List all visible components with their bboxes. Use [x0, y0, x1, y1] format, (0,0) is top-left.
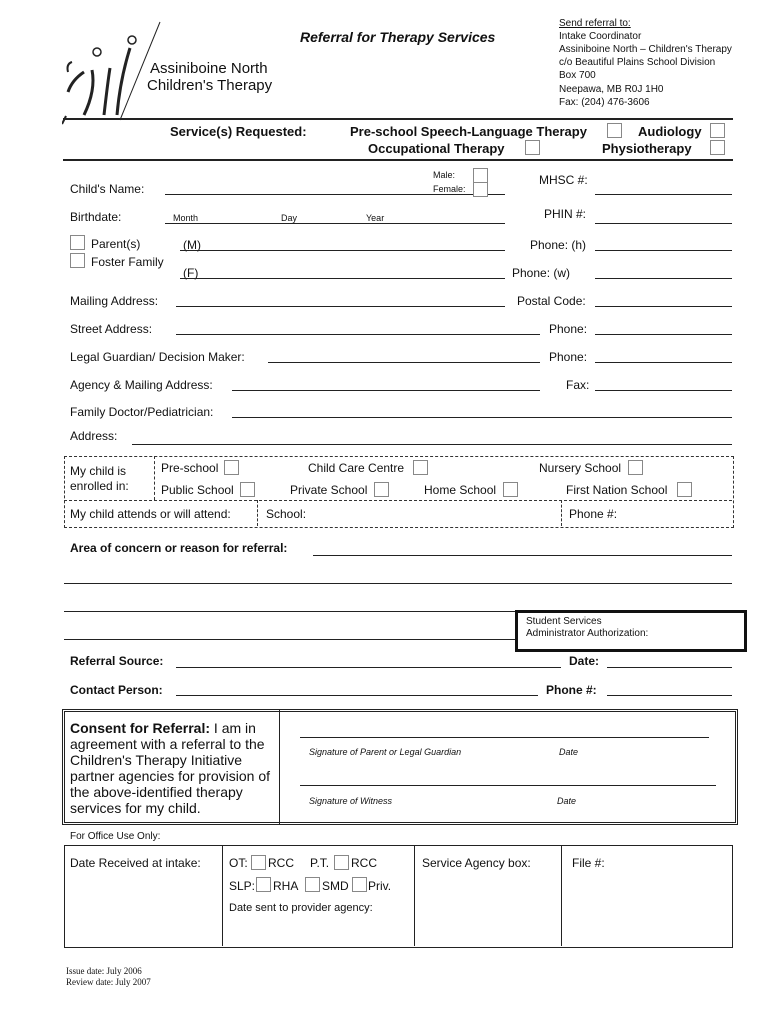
service-audiology-label: Audiology [638, 124, 702, 139]
mother-label: (M) [183, 238, 201, 252]
contact-person-field[interactable] [176, 695, 538, 696]
contact-person-label: Contact Person: [70, 683, 163, 697]
slp-label: SLP: [229, 879, 256, 893]
street-phone-label: Phone: [549, 322, 588, 336]
slp-priv-label: Priv. [368, 879, 392, 893]
male-label: Male: [433, 170, 456, 180]
date-sent-label: Date sent to provider agency: [229, 902, 373, 914]
guardian-label: Legal Guardian/ Decision Maker: [70, 350, 245, 364]
enrolled-label-1: My child is [70, 464, 127, 478]
mailing-label: Mailing Address: [70, 294, 159, 308]
agency-field[interactable] [232, 390, 540, 391]
office-divider-3 [561, 845, 562, 946]
mother-field[interactable] [180, 250, 505, 251]
file-number-label: File #: [572, 856, 605, 870]
enrolled-label-2: enrolled in: [70, 479, 129, 493]
parents-checkbox[interactable] [70, 235, 85, 250]
referral-source-label: Referral Source: [70, 654, 164, 668]
school-label[interactable]: School: [266, 507, 307, 521]
office-divider-1 [222, 845, 223, 946]
preschool-label: Pre-school [161, 461, 219, 475]
father-label: (F) [183, 266, 199, 280]
witness-date-label: Date [557, 796, 577, 806]
service-physio-checkbox[interactable] [710, 140, 725, 155]
street-label: Street Address: [70, 322, 153, 336]
doctor-address-label: Address: [70, 429, 118, 443]
issue-date: Issue date: July 2006 [66, 966, 142, 976]
consent-line: the above-identified therapy [70, 784, 243, 800]
doctor-field[interactable] [232, 417, 732, 418]
date-received-label: Date Received at intake: [70, 856, 201, 870]
father-field[interactable] [180, 278, 505, 279]
nursery-checkbox[interactable] [628, 460, 643, 475]
day-label: Day [281, 213, 298, 223]
slp-smd-label: SMD [322, 879, 349, 893]
logo-graphic [62, 20, 162, 125]
consent-bold: Consent for Referral: [70, 720, 211, 736]
private-label: Private School [290, 483, 368, 497]
phone-w-field[interactable] [595, 278, 732, 279]
consent-text [70, 720, 270, 816]
send-to-heading: Send referral to: [559, 18, 631, 29]
witness-signature-field[interactable] [300, 785, 716, 786]
send-to-line: Fax: (204) 476-3606 [559, 97, 650, 108]
birthdate-label: Birthdate: [70, 210, 122, 224]
guardian-phone-label: Phone: [549, 350, 588, 364]
concern-field-1[interactable] [313, 555, 732, 556]
parents-label: Parent(s) [91, 237, 141, 251]
public-checkbox[interactable] [240, 482, 255, 497]
consent-line: services for my child. [70, 800, 201, 816]
childcare-label: Child Care Centre [308, 461, 405, 475]
send-to-line: Neepawa, MB R0J 1H0 [559, 84, 664, 95]
nursery-label: Nursery School [539, 461, 622, 475]
form-title: Referral for Therapy Services [300, 29, 496, 45]
agency-label: Agency & Mailing Address: [70, 378, 213, 392]
doctor-address-field[interactable] [132, 444, 732, 445]
divider [63, 118, 733, 120]
service-speech-checkbox[interactable] [607, 123, 622, 138]
pt-rcc-checkbox[interactable] [334, 855, 349, 870]
slp-rha-label: RHA [273, 879, 299, 893]
send-to-line: Box 700 [559, 70, 596, 81]
year-label: Year [366, 213, 385, 223]
mailing-field[interactable] [176, 306, 505, 307]
concern-label: Area of concern or reason for referral: [70, 541, 288, 555]
phin-label: PHIN #: [544, 207, 587, 221]
service-ot-label: Occupational Therapy [368, 141, 505, 156]
concern-field-2[interactable] [64, 583, 732, 584]
month-label: Month [173, 213, 199, 223]
admin-line2: Administrator Authorization: [526, 628, 649, 639]
slp-smd-checkbox[interactable] [305, 877, 320, 892]
enrolled-label-divider [154, 456, 155, 500]
service-audiology-checkbox[interactable] [710, 123, 725, 138]
parent-signature-label: Signature of Parent or Legal Guardian [309, 747, 462, 757]
contact-phone-label: Phone #: [546, 683, 597, 697]
slp-rha-checkbox[interactable] [256, 877, 271, 892]
school-phone-divider [561, 500, 562, 526]
referral-source-field[interactable] [176, 667, 561, 668]
service-physio-label: Physiotherapy [602, 141, 692, 156]
logo-line1: Assiniboine North [150, 60, 268, 77]
review-date: Review date: July 2007 [66, 977, 151, 987]
first-nation-label: First Nation School [566, 483, 668, 497]
phin-field[interactable] [595, 223, 732, 224]
guardian-phone-field[interactable] [595, 362, 732, 363]
consent-line: I am in [210, 720, 256, 736]
ot-rcc-label: RCC [268, 856, 294, 870]
fax-field[interactable] [595, 390, 732, 391]
consent-line: agreement with a referral to the [70, 736, 265, 752]
foster-checkbox[interactable] [70, 253, 85, 268]
home-checkbox[interactable] [503, 482, 518, 497]
phone-h-label: Phone: (h) [530, 238, 587, 252]
pt-label: P.T. [310, 856, 330, 870]
ot-rcc-checkbox[interactable] [251, 855, 266, 870]
admin-line1: Student Services [526, 616, 602, 627]
public-label: Public School [161, 483, 234, 497]
postal-field[interactable] [595, 306, 732, 307]
referral-date-field[interactable] [607, 667, 732, 668]
childs-name-label: Child's Name: [70, 182, 145, 196]
office-use-label: For Office Use Only: [70, 831, 161, 842]
female-label: Female: [433, 184, 466, 194]
send-to-line: c/o Beautiful Plains School Division [559, 57, 716, 68]
pt-rcc-label: RCC [351, 856, 377, 870]
phone-h-field[interactable] [595, 250, 732, 251]
phone-w-label: Phone: (w) [512, 266, 571, 280]
attends-divider [257, 500, 258, 526]
consent-line: partner agencies for provision of [70, 768, 270, 784]
office-divider-2 [414, 845, 415, 946]
parent-date-label: Date [559, 747, 579, 757]
send-to-line: Intake Coordinator [559, 31, 642, 42]
divider [63, 159, 733, 161]
female-checkbox[interactable] [473, 182, 488, 197]
doctor-label: Family Doctor/Pediatrician: [70, 405, 214, 419]
street-phone-field[interactable] [595, 334, 732, 335]
enrolled-divider [64, 500, 732, 501]
male-checkbox[interactable] [473, 168, 488, 183]
private-checkbox[interactable] [374, 482, 389, 497]
consent-divider [279, 709, 280, 825]
logo-line2: Children's Therapy [147, 77, 273, 94]
postal-label: Postal Code: [517, 294, 586, 308]
consent-line: Children's Therapy Initiative [70, 752, 243, 768]
childcare-checkbox[interactable] [413, 460, 428, 475]
street-field[interactable] [176, 334, 540, 335]
contact-phone-field[interactable] [607, 695, 732, 696]
send-to-line: Assiniboine North – Children's Therapy [559, 44, 732, 55]
referral-date-label: Date: [569, 654, 600, 668]
mhsc-field[interactable] [595, 194, 732, 195]
guardian-field[interactable] [268, 362, 540, 363]
slp-priv-checkbox[interactable] [352, 877, 367, 892]
childs-name-field[interactable] [165, 194, 505, 195]
witness-signature-label: Signature of Witness [309, 796, 392, 806]
first-nation-checkbox[interactable] [677, 482, 692, 497]
service-agency-label: Service Agency box: [422, 856, 531, 870]
school-phone-label[interactable]: Phone #: [569, 507, 618, 521]
services-label: Service(s) Requested: [170, 124, 307, 139]
parent-signature-field[interactable] [300, 737, 709, 738]
attends-label: My child attends or will attend: [70, 507, 231, 521]
foster-label: Foster Family [91, 255, 164, 269]
fax-label: Fax: [566, 378, 590, 392]
home-label: Home School [424, 483, 497, 497]
concern-field-4[interactable] [64, 639, 516, 640]
mhsc-label: MHSC #: [539, 173, 588, 187]
service-speech-label: Pre-school Speech-Language Therapy [350, 124, 587, 139]
preschool-checkbox[interactable] [224, 460, 239, 475]
ot-label: OT: [229, 856, 248, 870]
birthdate-field[interactable] [165, 223, 505, 224]
service-ot-checkbox[interactable] [525, 140, 540, 155]
